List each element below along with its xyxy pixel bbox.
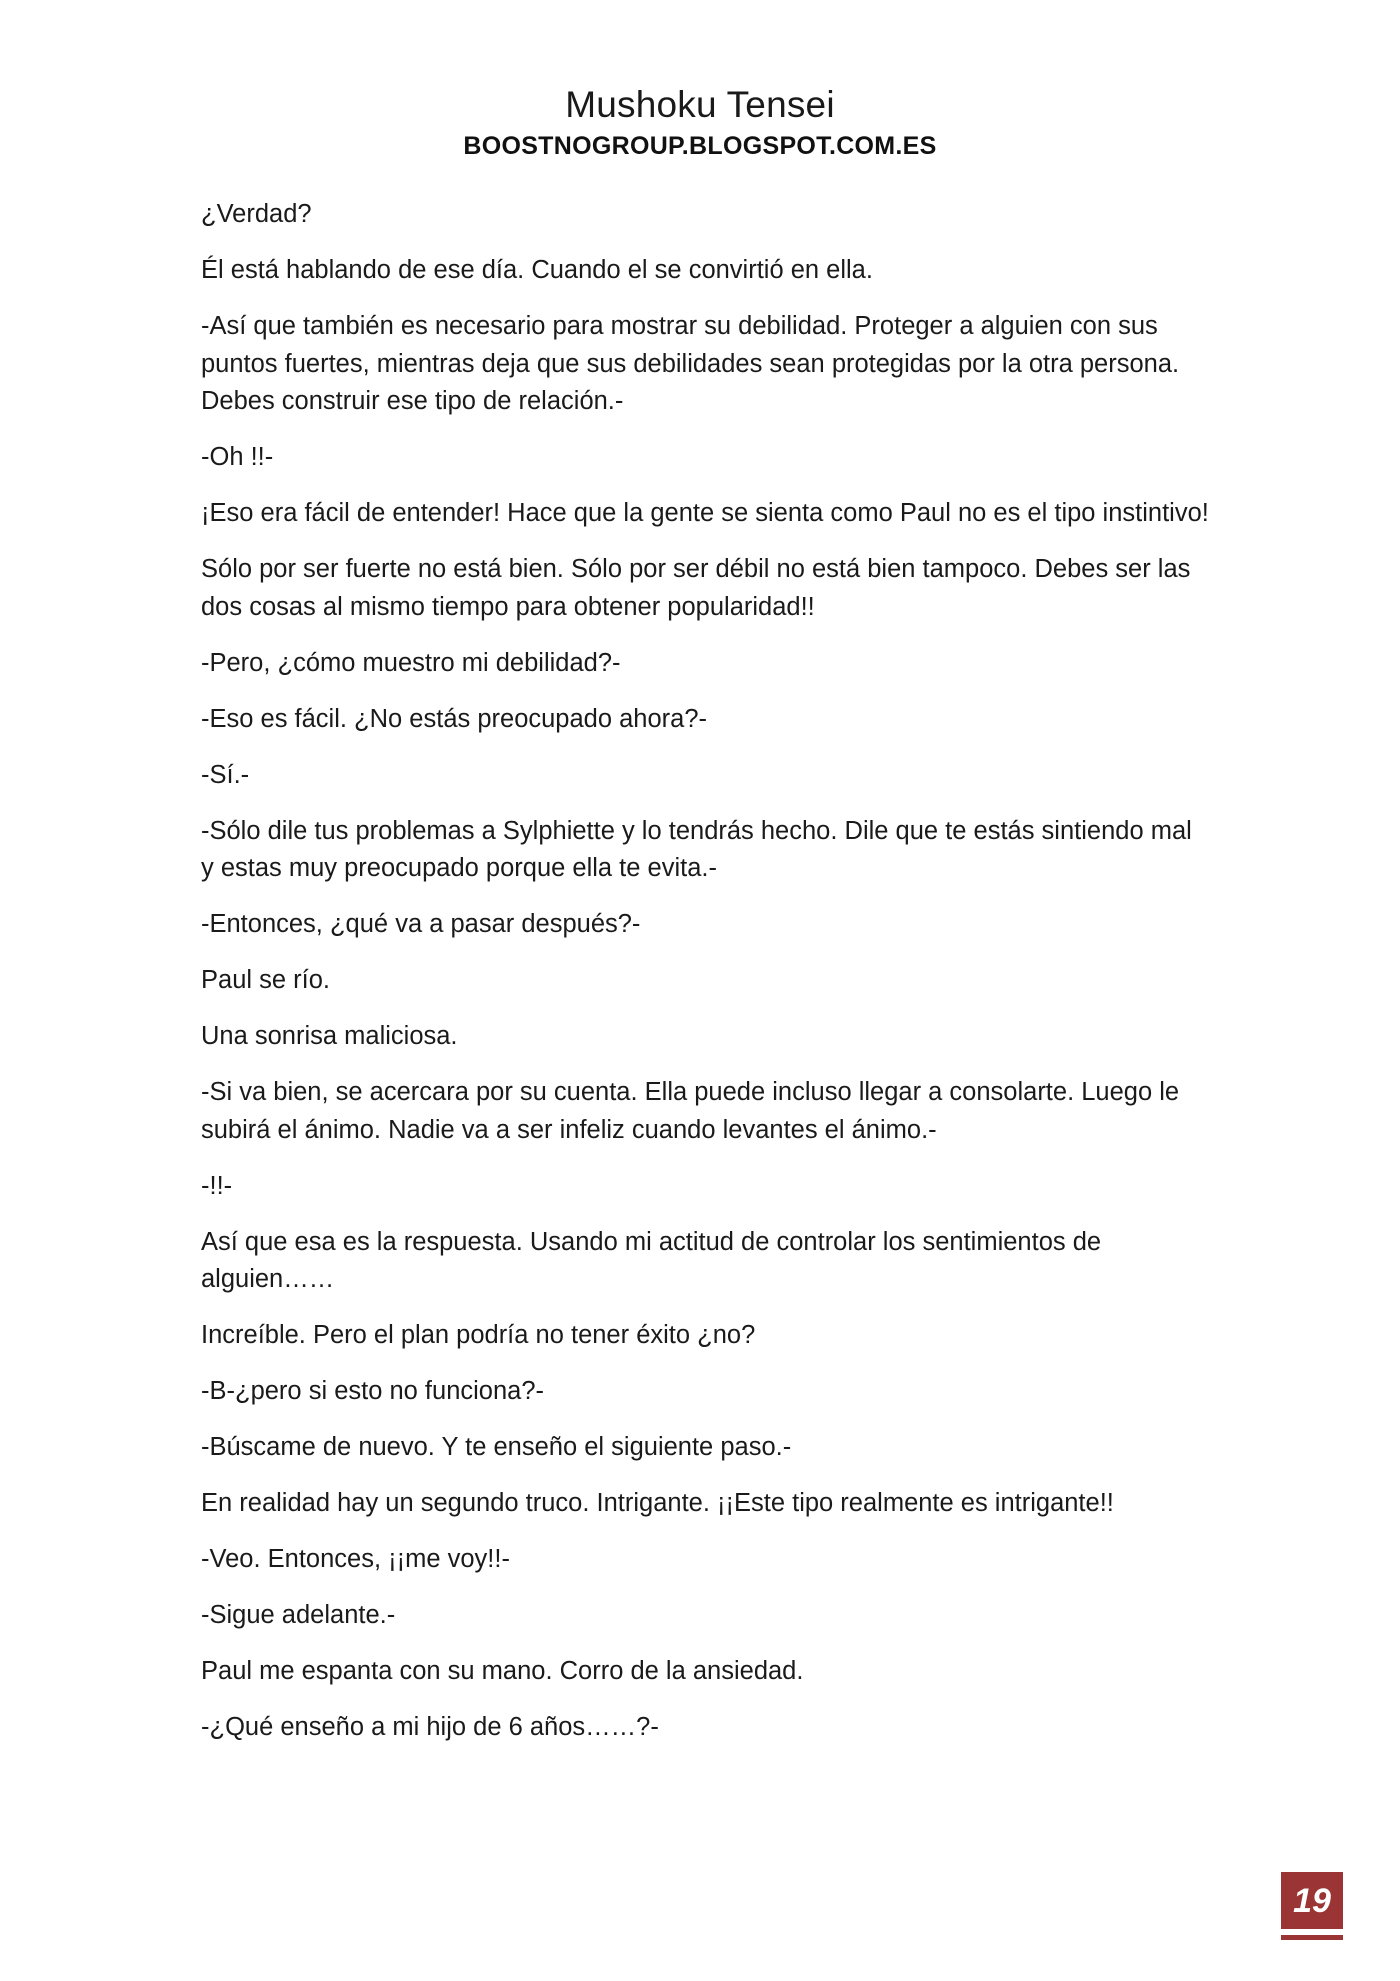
paragraph: -Sigue adelante.- [201,1601,396,1629]
paragraph: Una sonrisa maliciosa. [201,1022,458,1050]
site-url: BOOSTNOGROUP.BLOGSPOT.COM.ES [463,132,937,160]
paragraph: -Veo. Entonces, ¡¡me voy!!- [201,1545,510,1573]
paragraph: Así que esa es la respuesta. Usando mi actitud de controlar los sentimientos de alguien…… [201,1227,1102,1293]
paragraph: ¿Verdad? [201,200,312,228]
paragraph: Paul me espanta con su mano. Corro de la ansiedad. [201,1657,804,1685]
paragraph: En realidad hay un segundo truco. Intrigante. ¡¡Este tipo realmente es intrigante!! [201,1489,1114,1517]
paragraph: -!!- [201,1171,233,1200]
paragraph: Él está hablando de ese día. Cuando el se convirtió en ella. [201,256,873,284]
page-number-badge [1281,1872,1343,1942]
paragraph: -B-¿pero si esto no funciona?- [201,1377,545,1405]
body-text [201,196,1211,1765]
paragraph: Sólo por ser fuerte no está bien. Sólo por ser débil no está bien tampoco. Debes ser las dos cosas al mismo tiempo para obtener popularidad!! [201,555,1191,621]
paragraph: ¡Eso era fácil de entender! Hace que la gente se sienta como Paul no es el tipo instintivo! [201,499,1209,527]
paragraph: -Sólo dile tus problemas a Sylphiette y lo tendrás hecho. Dile que te estás sintiendo mal y estas muy preocupado porque ella te evita.- [201,816,1192,882]
paragraph: -Oh !!- [201,443,274,471]
paragraph: -Así que también es necesario para mostrar su debilidad. Proteger a alguien con sus puntos fuertes, mientras deja que sus debilidades sean protegidas por la otra persona. Debes construir ese tipo de relación.- [201,312,1180,415]
page-header [0,82,1400,162]
paragraph: -Entonces, ¿qué va a pasar después?- [201,910,641,938]
paragraph: Increíble. Pero el plan podría no tener éxito ¿no? [201,1321,756,1349]
paragraph: -Eso es fácil. ¿No estás preocupado ahora?- [201,704,708,733]
paragraph: -Pero, ¿cómo muestro mi debilidad?- [201,648,621,677]
paragraph: -Sí.- [201,760,250,789]
page-number: 19 [1293,1881,1331,1920]
book-title: Mushoku Tensei [565,84,835,125]
paragraph: -Búscame de nuevo. Y te enseño el siguiente paso.- [201,1433,792,1461]
paragraph: -Si va bien, se acercara por su cuenta. Ella puede incluso llegar a consolarte. Luego le subirá el ánimo. Nadie va a ser infeliz cuando levantes el ánimo.- [201,1078,1180,1144]
paragraph: -¿Qué enseño a mi hijo de 6 años……?- [201,1713,659,1741]
paragraph: Paul se río. [201,966,330,994]
page-number-underline [1281,1935,1343,1940]
page-number-box [1281,1872,1343,1929]
